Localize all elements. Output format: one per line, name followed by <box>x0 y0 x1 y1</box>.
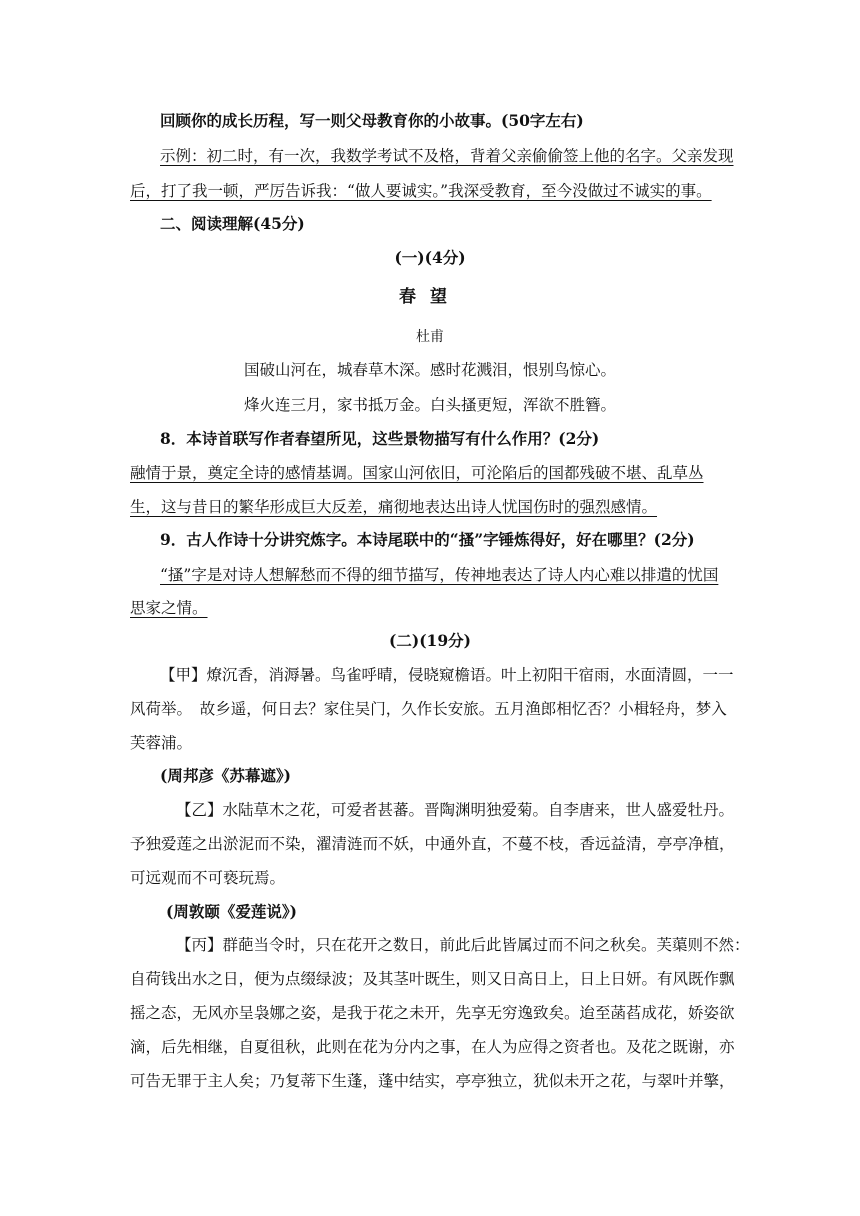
passage-yi-line-3: 可远观而不可亵玩焉。 <box>130 869 286 887</box>
subsection-heading-1: (一)(4分) <box>394 248 466 267</box>
passage-yi-line-2: 予独爱莲之出淤泥而不染，濯清涟而不妖，中通外直，不蔓不枝，香远益清，亭亭净植， <box>130 835 735 853</box>
answer-8-line-1: 融情于景，奠定全诗的感情基调。国家山河依旧，可沦陷后的国都残破不堪、乱草丛 <box>130 464 704 482</box>
poem-line-2: 烽火连三月，家书抵万金。白头搔更短，浑欲不胜簪。 <box>243 396 616 414</box>
poem-title: 春望 <box>399 287 461 307</box>
question-9: 9．古人作诗十分讲究炼字。本诗尾联中的“搔”字锤炼得好，好在哪里？(2分) <box>160 530 695 549</box>
answer-9-line-2: 思家之情。 <box>130 599 208 617</box>
poem-author: 杜甫 <box>416 329 444 345</box>
passage-bing-line-4: 滴，后先相继，自夏徂秋，此则在花为分内之事，在人为应得之资者也。及花之既谢，亦 <box>130 1038 735 1056</box>
passage-bing-line-3: 摇之态，无风亦呈袅娜之姿，是我于花之未开，先享无穷逸致矣。迨至菡萏成花，娇姿欲 <box>130 1004 735 1022</box>
poem-line-1: 国破山河在，城春草木深。感时花溅泪，恨别鸟惊心。 <box>243 361 616 379</box>
passage-yi-source: (周敦颐《爱莲说》) <box>166 902 297 921</box>
subsection-heading-2: (二)(19分) <box>389 631 471 650</box>
answer-example-line-1: 示例：初二时，有一次，我数学考试不及格，背着父亲偷偷签上他的名字。父亲发现 <box>160 147 734 165</box>
passage-jia-line-2: 风荷举。 故乡遥，何日去？家住吴门，久作长安旅。五月渔郎相忆否？小楫轻舟，梦入 <box>130 700 727 718</box>
answer-8-line-2: 生，这与昔日的繁华形成巨大反差，痛彻地表达出诗人忧国伤时的强烈感情。 <box>130 498 658 516</box>
section-heading: 二、阅读理解(45分) <box>160 214 305 233</box>
passage-bing-line-2: 自荷钱出水之日，便为点缀绿波；及其茎叶既生，则又日高日上，日上日妍。有风既作飘 <box>130 970 735 988</box>
passage-bing-line-1: 【丙】群葩当令时，只在花开之数日，前此后此皆属过而不问之秋矣。芙蕖则不然： <box>176 936 750 954</box>
passage-jia-source: (周邦彦《苏幕遮》) <box>160 766 291 785</box>
answer-example-line-2: 后，打了我一顿，严厉告诉我：“做人要诚实。”我深受教育，至今没做过不诚实的事。 <box>130 182 712 200</box>
answer-9-line-1: “搔”字是对诗人想解愁而不得的细节描写，传神地表达了诗人内心难以排遣的忧国 <box>160 566 719 584</box>
writing-prompt: 回顾你的成长历程，写一则父母教育你的小故事。(50字左右) <box>160 111 584 130</box>
passage-jia-line-3: 芙蓉浦。 <box>130 734 193 752</box>
passage-jia-line-1: 【甲】燎沉香，消溽暑。鸟雀呼晴，侵晓窥檐语。叶上初阳干宿雨，水面清圆，一一 <box>160 666 734 684</box>
passage-yi-line-1: 【乙】水陆草木之花，可爱者甚蕃。晋陶渊明独爱菊。自李唐来，世人盛爱牡丹。 <box>176 801 735 819</box>
question-8: 8．本诗首联写作者春望所见，这些景物描写有什么作用？(2分) <box>160 429 600 448</box>
passage-bing-line-5: 可告无罪于主人矣；乃复蒂下生蓬，蓬中结实，亭亭独立，犹似未开之花，与翠叶并擎， <box>130 1072 735 1090</box>
